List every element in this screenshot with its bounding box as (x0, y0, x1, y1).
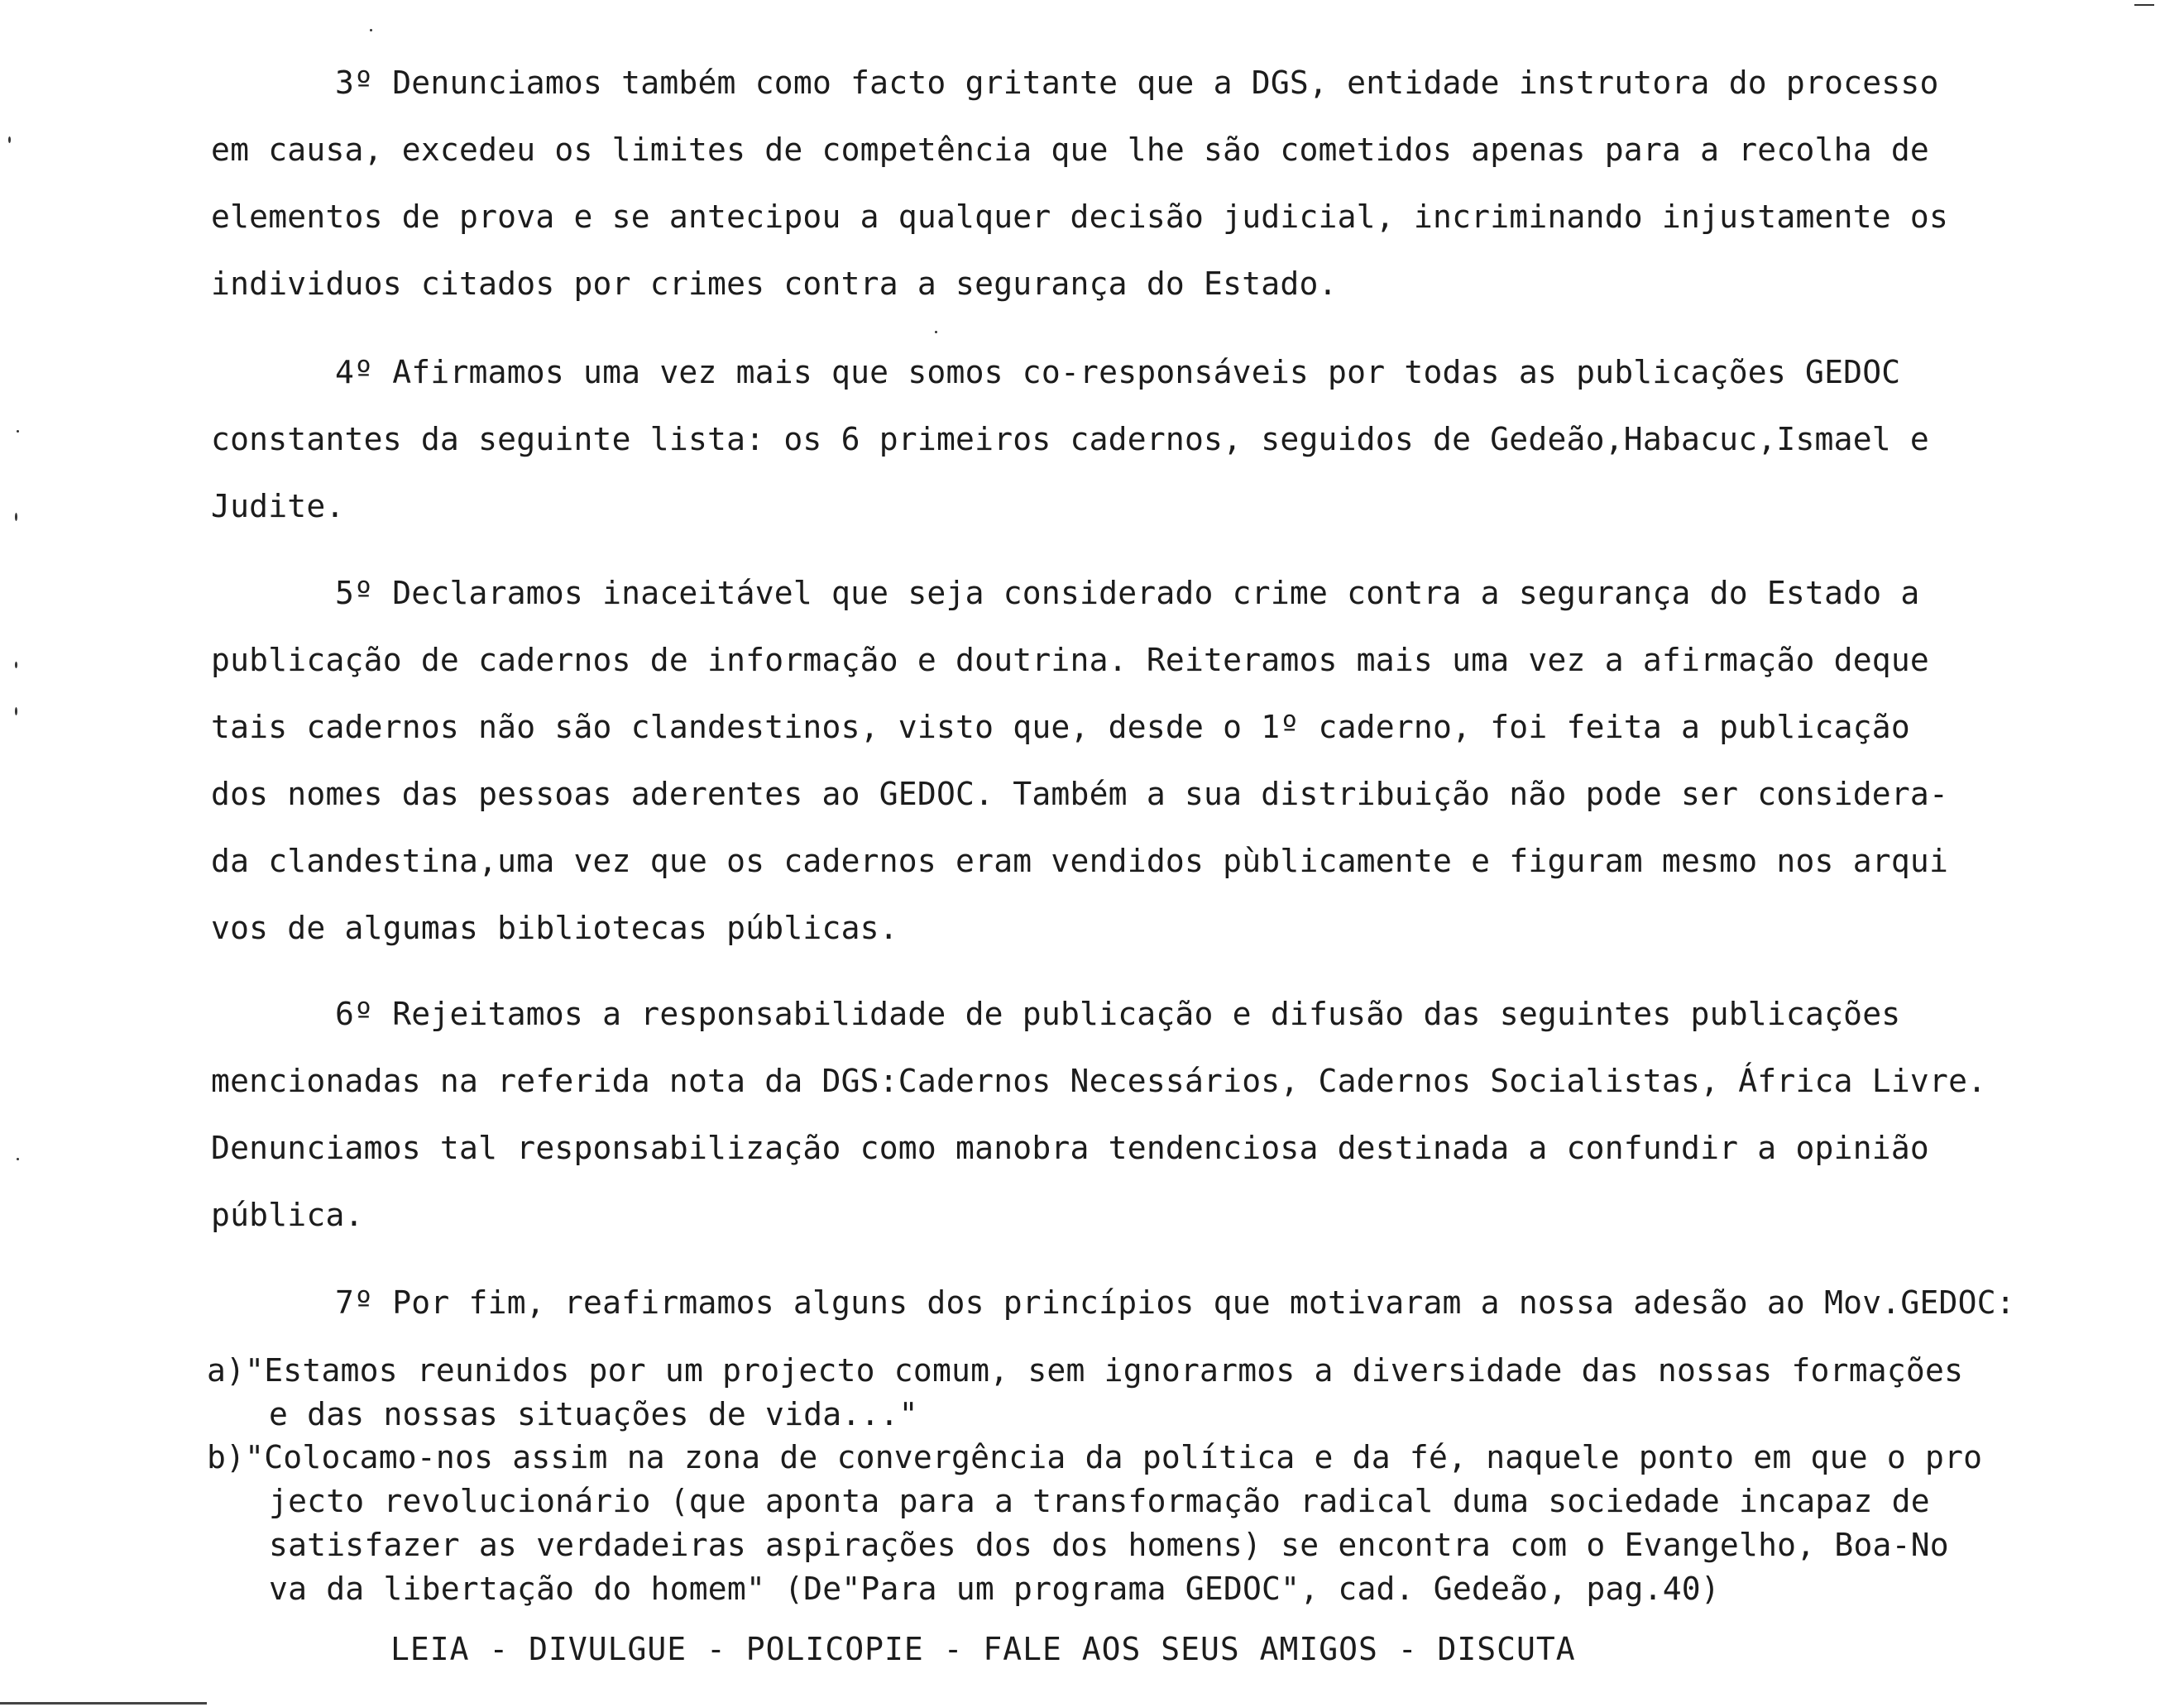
quote-line: e das nossas situações de vida..." (269, 1396, 918, 1432)
paragraph-line: 7º Por fim, reafirmamos alguns dos princípios que motivaram a nossa adesão ao Mov.GEDOC: (335, 1284, 2015, 1321)
scan-speck (17, 430, 19, 433)
paragraph-7-principles (211, 1269, 2081, 1336)
paragraph-line: 6º Rejeitamos a responsabilidade de publicação e difusão das seguintes publicações (335, 996, 1901, 1032)
quote-line: satisfazer as verdadeiras aspirações dos dos homens) se encontra com o Evangelho, Boa-No (269, 1527, 1949, 1563)
paragraph-line: 3º Denunciamos também como facto gritante que a DGS, entidade instrutora do processo (335, 65, 1939, 101)
scan-speck (15, 513, 17, 521)
paragraph-line: 5º Declaramos inaceitável que seja considerado crime contra a segurança do Estado a (335, 575, 1920, 611)
scan-speck (15, 707, 17, 715)
paragraph-line: 4º Afirmamos uma vez mais que somos co-responsáveis por todas as publicações GEDOC (335, 354, 1901, 390)
bottom-edge-mark (0, 1702, 207, 1705)
paragraph-line: dos nomes das pessoas aderentes ao GEDOC. Também a sua distribuição não pode ser considera- (211, 776, 1949, 812)
scan-speck (17, 1158, 19, 1160)
scan-speck (935, 331, 937, 333)
paragraph-line: em causa, excedeu os limites de competência que lhe são cometidos apenas para a recolha de (211, 131, 1930, 168)
paragraph-4-co-responsibility (211, 339, 2081, 540)
paragraph-line: elementos de prova e se antecipou a qualquer decisão judicial, incriminando injustamente os (211, 198, 1949, 235)
scan-speck (2134, 4, 2154, 6)
scan-speck (15, 662, 17, 668)
paragraph-line: constantes da seguinte lista: os 6 primeiros cadernos, seguidos de Gedeão,Habacuc,Ismael e (211, 421, 1930, 457)
paragraph-line: Denunciamos tal responsabilização como manobra tendenciosa destinada a confundir a opinião (211, 1130, 1930, 1166)
paragraph-6-rejection (211, 981, 2081, 1249)
paragraph-line: tais cadernos não são clandestinos, visto que, desde o 1º caderno, foi feita a publicação (211, 709, 1910, 745)
paragraph-line: vos de algumas bibliotecas públicas. (211, 910, 898, 946)
paragraph-line: Judite. (211, 488, 345, 524)
paragraph-line: mencionadas na referida nota da DGS:Cadernos Necessários, Cadernos Socialistas, África Livre. (211, 1063, 1987, 1099)
quote-line: jecto revolucionário (que aponta para a transformação radical duma sociedade incapaz de (269, 1483, 1930, 1519)
paragraph-line: da clandestina,uma vez que os cadernos eram vendidos pùblicamente e figuram mesmo nos arqui (211, 843, 1949, 879)
quote-line: a)"Estamos reunidos por um projecto comum, sem ignorarmos a diversidade das nossas formações (207, 1352, 1964, 1389)
quote-a (207, 1349, 2110, 1437)
footer-slogan: LEIA - DIVULGUE - POLICOPIE - FALE AOS SEUS AMIGOS - DISCUTA (390, 1631, 1576, 1667)
paragraph-3-denunciation (211, 50, 2081, 318)
quote-line: va da libertação do homem" (De"Para um programa GEDOC", cad. Gedeão, pag.40) (269, 1571, 1720, 1607)
quote-line: b)"Colocamo-nos assim na zona de convergência da política e da fé, naquele ponto em que o pro (207, 1439, 1983, 1475)
paragraph-line: publicação de cadernos de informação e doutrina. Reiteramos mais uma vez a afirmação deque (211, 642, 1930, 678)
paragraph-line: pública. (211, 1197, 364, 1233)
quote-b (207, 1436, 2110, 1611)
paragraph-line: individuos citados por crimes contra a segurança do Estado. (211, 265, 1338, 302)
scan-speck (370, 29, 372, 31)
scan-speck (8, 136, 11, 143)
paragraph-5-declaration (211, 560, 2081, 962)
